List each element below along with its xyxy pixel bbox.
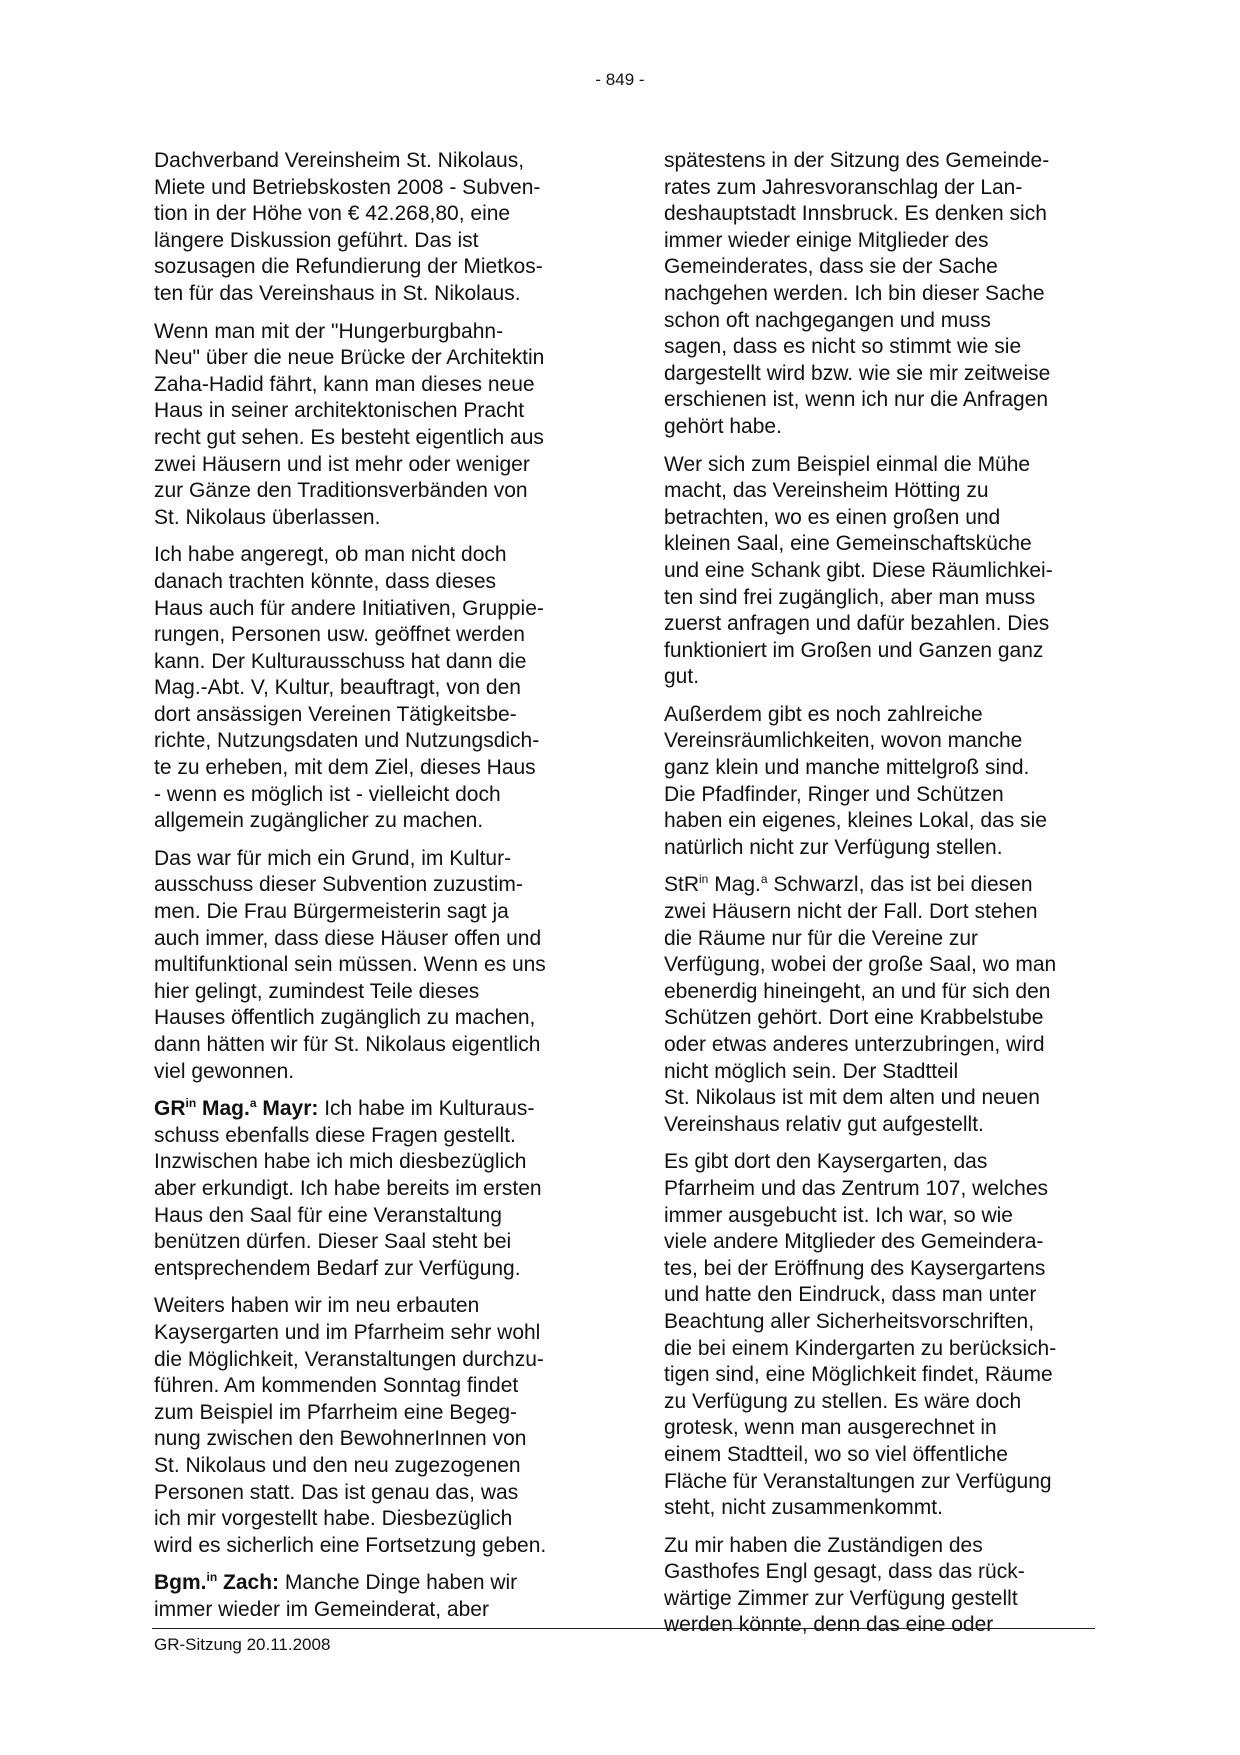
paragraph xyxy=(664,872,1104,1138)
paragraph: Ich habe angeregt, ob man nicht doch danach trachten könnte, dass dieses Haus auch für andere Initiativen, Gruppie- rungen, Personen usw. geöffnet werden kann. Der Kulturausschuss hat dann die Mag.-Abt. V, Kultur, beauftragt, von den dort ansässigen Vereinen Tätigkeitsbe- richte, Nutzungsdaten und Nutzungsdich- te zu erheben, mit dem Ziel, dieses Haus - wenn es möglich ist - vielleicht doch allgemein zugänglicher zu machen. xyxy=(154,543,544,833)
left-column xyxy=(154,148,594,1634)
speaker-superscript: a xyxy=(249,1096,257,1111)
speaker-title: GR xyxy=(154,1097,186,1121)
right-column xyxy=(664,148,1104,1650)
speaker-title: Mag. xyxy=(196,1097,250,1121)
speaker-superscript: in xyxy=(206,1570,218,1585)
speaker-surname: Zach: xyxy=(217,1571,280,1595)
speech-text: Manche Dinge haben wir immer wieder im Gemeinderat, aber xyxy=(154,1571,518,1621)
paragraph: Wer sich zum Beispiel einmal die Mühe macht, das Vereinsheim Hötting zu betrachten, wo es einen großen und kleinen Saal, eine Gemeinschaftsküche und eine Schank gibt. Diese Räumlichkei- ten sind frei zugänglich, aber man muss zuerst anfragen und dafür bezahlen. Dies funktioniert im Großen und Ganzen ganz gut. xyxy=(664,452,1053,689)
paragraph: Zu mir haben die Zuständigen des Gasthofes Engl gesagt, dass das rück- wärtige Zimmer zur Verfügung gestellt werden könnte, denn das eine oder xyxy=(664,1533,1025,1637)
paragraph: Außerdem gibt es noch zahlreiche Vereinsräumlichkeiten, wovon manche ganz klein und manche mittelgroß sind. Die Pfadfinder, Ringer und Schützen haben ein eigenes, kleines Lokal, das sie natürlich nicht zur Verfügung stellen. xyxy=(664,702,1047,859)
speech-text: Ich habe im Kulturaus- schuss ebenfalls diese Fragen gestellt. Inzwischen habe ich mich diesbezüglich aber erkundigt. Ich habe bereits im ersten Haus den Saal für eine Veranstaltung benützen dürfen. Dieser Saal steht bei entsprechendem Bedarf zur Verfügung. xyxy=(154,1097,542,1280)
footer-session-date: GR-Sitzung 20.11.2008 xyxy=(154,1635,331,1654)
paragraph: Es gibt dort den Kaysergarten, das Pfarrheim und das Zentrum 107, welches immer ausgebucht ist. Ich war, so wie viele andere Mitglieder des Gemeindera- tes, bei der Eröffnung des Kaysergartens und hatte den Eindruck, dass man unter Beachtung aller Sicherheitsvorschriften, die bei einem Kindergarten zu berücksich- tigen sind, eine Möglichkeit findet, Räume zu Verfügung zu stellen. Es wäre doch grotesk, wenn man ausgerechnet in einem Stadtteil, wo so viel öffentliche Fläche für Veranstaltungen zur Verfügung steht, nicht zusammenkommt. xyxy=(664,1150,1057,1520)
paragraph: Dachverband Vereinsheim St. Nikolaus, Miete und Betriebskosten 2008 - Subven- tion in der Höhe von € 42.268,80, eine längere Diskussion geführt. Das ist sozusagen die Refundierung der Mietkos- ten für das Vereinshaus in St. Nikolaus. xyxy=(154,149,543,305)
paragraph-text: Schwarzl, das ist bei diesen zwei Häusern nicht der Fall. Dort stehen die Räume nur für die Vereine zur Verfügung, wobei der große Saal, wo man ebenerdig hineingeht, an und für sich den Schützen gehört. Dort eine Krabbelstube oder etwas anderes unterzubringen, wird nicht möglich sein. Der Stadtteil St. Nikolaus ist mit dem alten und neuen Vereinshaus relativ gut aufgestellt. xyxy=(664,873,1057,1136)
speaker-name xyxy=(154,1097,318,1120)
speaker-paragraph xyxy=(154,1096,594,1282)
speaker-title: Bgm. xyxy=(154,1571,207,1595)
paragraph: Wenn man mit der "Hungerburgbahn- Neu" über die neue Brücke der Architektin Zaha-Hadid fährt, kann man dieses neue Haus in seiner architektonischen Pracht recht gut sehen. Es besteht eigentlich aus zwei Häusern und ist mehr oder weniger zur Gänze den Traditionsverbänden von St. Nikolaus überlassen. xyxy=(154,319,545,529)
inline-title: Mag. xyxy=(708,873,761,897)
page-number: - 849 - xyxy=(595,70,645,89)
speaker-surname: Mayr: xyxy=(256,1097,319,1121)
inline-superscript: in xyxy=(699,872,709,887)
speaker-superscript: in xyxy=(185,1096,197,1111)
speaker-paragraph xyxy=(154,1570,594,1623)
paragraph: spätestens in der Sitzung des Gemeinde- rates zum Jahresvoranschlag der Lan- deshauptstadt Innsbruck. Es denken sich immer wieder einige Mitglieder des Gemeinderates, dass sie der Sache nachgehen werden. Ich bin dieser Sache schon oft nachgegangen und muss sagen, dass es nicht so stimmt wie sie dargestellt wird bzw. wie sie mir zeitweise erschienen ist, wenn ich nur die Anfragen gehört habe. xyxy=(664,149,1051,438)
inline-superscript: a xyxy=(760,872,768,887)
inline-title: StR xyxy=(664,873,700,897)
footer-divider xyxy=(152,1628,1095,1629)
speaker-name xyxy=(154,1571,279,1594)
paragraph: Weiters haben wir im neu erbauten Kaysergarten und im Pfarrheim sehr wohl die Möglichkeit, Veranstaltungen durchzu- führen. Am kommenden Sonntag findet zum Beispiel im Pfarrheim eine Begeg- nung zwischen den BewohnerInnen von St. Nikolaus und den neu zugezogenen Personen statt. Das ist genau das, was ich mir vorgestellt habe. Diesbezüglich wird es sicherlich eine Fortsetzung geben. xyxy=(154,1294,547,1557)
paragraph: Das war für mich ein Grund, im Kultur- ausschuss dieser Subvention zuzustim- men. Die Frau Bürgermeisterin sagt ja auch immer, dass diese Häuser offen und multifunktional sein müssen. Wenn es uns hier gelingt, zumindest Teile dieses Hauses öffentlich zugänglich zu machen, dann hätten wir für St. Nikolaus eigentlich viel gewonnen. xyxy=(154,846,546,1083)
